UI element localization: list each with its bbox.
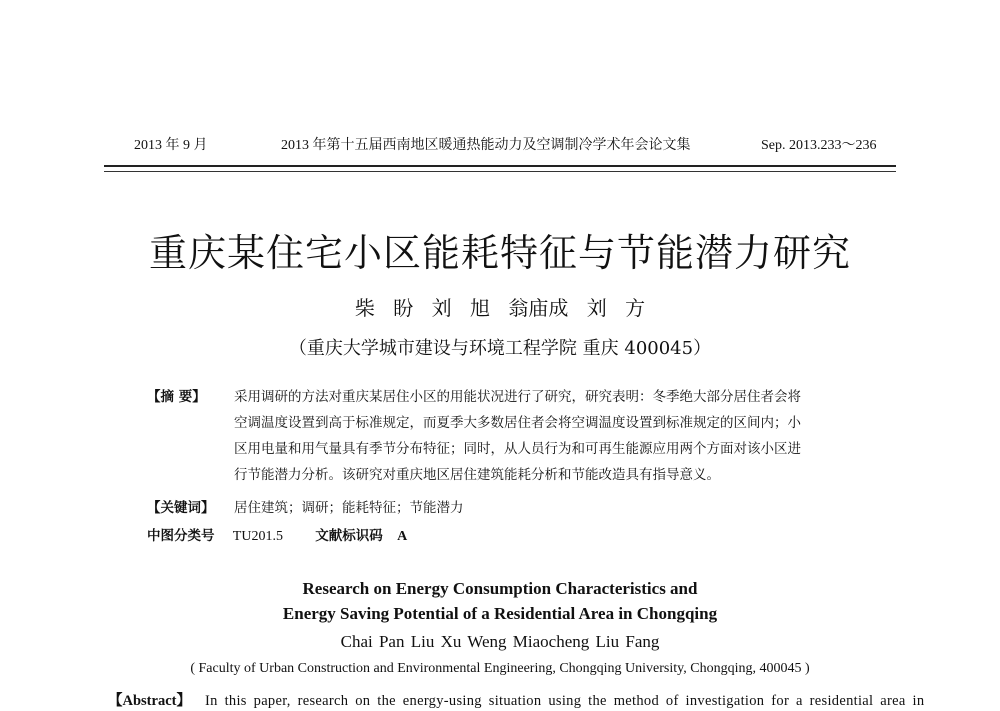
- keywords-cn-label: 【关键词】: [147, 500, 215, 516]
- header-rule-thick: [104, 165, 896, 167]
- abstract-cn-body: [234, 384, 882, 488]
- abstract-cn: [147, 384, 882, 488]
- paper-title-cn: 重庆某住宅小区能耗特征与节能潜力研究: [148, 231, 851, 275]
- affiliation-cn: （重庆大学城市建设与环境工程学院 重庆 400045）: [288, 338, 712, 359]
- abstract-cn-line: 行节能潜力分析。该研究对重庆地区居住建筑能耗分析和节能改造具有指导意义。: [234, 467, 720, 483]
- affiliation-en: ( Faculty of Urban Construction and Environmental Engineering, Chongqing University, Chongqing, 400045 ): [190, 661, 810, 676]
- header-pages: Sep. 2013.233～236: [761, 138, 877, 153]
- authors-en: Chai Pan Liu Xu Weng Miaocheng Liu Fang: [340, 632, 660, 651]
- keywords-cn: [147, 496, 464, 516]
- header-date: 2013 年 9 月: [134, 138, 208, 153]
- keywords-cn-text: 居住建筑；调研；能耗特征；节能潜力: [234, 500, 464, 516]
- header-proceedings: 2013 年第十五届西南地区暖通热能动力及空调制冷学术年会论文集: [281, 138, 691, 153]
- abstract-cn-line: 区用电量和用气量具有季节分布特征；同时，从人员行为和可再生能源应用两个方面对该小区进: [234, 441, 801, 457]
- classification-line: [147, 524, 407, 545]
- abstract-en-text: In this paper, research on the energy-using situation using the method of investigation for a residential area in: [204, 693, 925, 709]
- doc-code-label: 文献标识码: [315, 528, 383, 544]
- clc-label: 中图分类号: [147, 528, 215, 544]
- abstract-en-label: 【Abstract】: [108, 693, 191, 709]
- doc-code-value: A: [397, 529, 408, 544]
- abstract-cn-label: 【摘 要】: [147, 389, 206, 405]
- running-header: [0, 134, 1000, 156]
- clc-value: TU201.5: [232, 529, 283, 544]
- paper-title-en-line2: Energy Saving Potential of a Residential Area in Chongqing: [282, 604, 718, 623]
- abstract-cn-line: 采用调研的方法对重庆某居住小区的用能状况进行了研究，研究表明：冬季绝大部分居住者会将: [234, 389, 801, 405]
- header-rule-thin: [104, 171, 896, 172]
- abstract-en: [108, 689, 925, 710]
- abstract-cn-line: 空调温度设置到高于标准规定，而夏季大多数居住者会将空调温度设置到标准规定的区间内；小: [234, 415, 801, 431]
- paper-title-en-line1: Research on Energy Consumption Characteristics and: [302, 579, 698, 598]
- authors-cn: 柴 盼 刘 旭 翁庙成 刘 方: [354, 296, 646, 320]
